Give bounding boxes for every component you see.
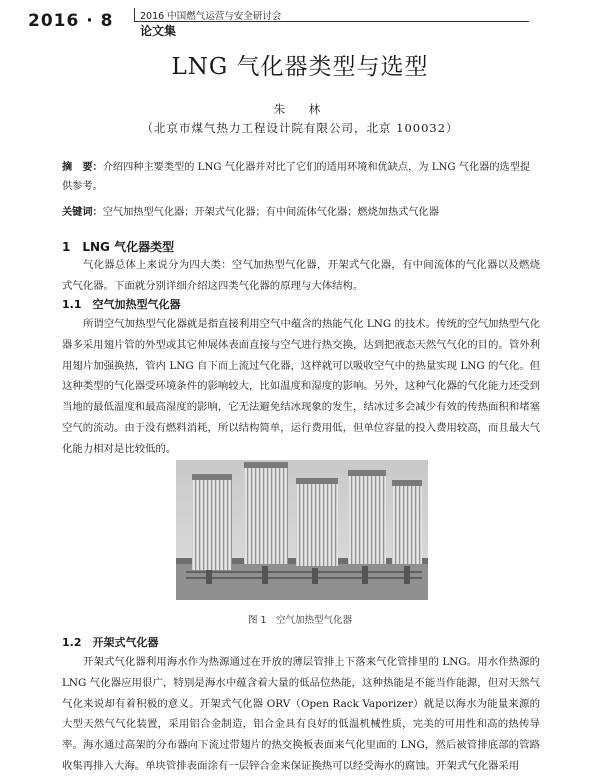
section-1-intro: 气化器总体上来说分为四大类：空气加热型气化器，开架式气化器，有中间流体的气化器以及燃烧式气化器。下面就分别详细介绍这四类气化器的原理与大体结构。	[62, 259, 540, 292]
header-divider-tick	[134, 8, 135, 21]
section-1-1-heading: 1.1 空气加热型气化器	[62, 298, 181, 311]
header-year: 2016 · 8	[28, 11, 114, 31]
header-rule	[134, 21, 529, 22]
section-1-2-heading: 1.2 开架式气化器	[62, 636, 159, 649]
section-1-2-text: 开架式气化器利用海水作为热源通过在开放的薄层管排上下落来气化管排里的 LNG。用水作热源的 LNG 气化器应用很广，特别是海水中蕴含着大量的低品位热能，这种热能是不能当作能源，但对天然气气化来说却有着积极的意义。开架式气化器 ORV（Open Rack Vaporizer）就是以海水为能量来源的大型天然气气化装置，采用铝合金制造，铝合金具有良好的低温机械性质，完美的可用性和高的热传导率。海水通过高架的分布器向下流过带翅片的热交换板表面来气化里面的 LNG，然后被管排底部的管路收集再排入大海。单块管排表面涂有一层锌合金来保证换热可以经受海水的腐蚀。开架式气化器采用	[62, 656, 540, 772]
section-1-heading: 1 LNG 气化器类型	[62, 240, 175, 254]
article-author: 朱 林	[273, 102, 327, 116]
figure-1-caption: 图 1 空气加热型气化器	[247, 615, 353, 626]
article-title: LNG 气化器类型与选型	[171, 54, 429, 80]
abstract-text: 介绍四种主要类型的 LNG 气化器并对比了它们的适用环境和优缺点，为 LNG 气化器的选型提供参考。	[62, 162, 531, 192]
vaporizer-photo	[176, 460, 428, 600]
keywords-label: 关键词：	[62, 206, 103, 218]
article-affiliation: （北京市煤气热力工程设计院有限公司，北京 100032）	[141, 121, 459, 135]
keywords-text: 空气加热型气化器；开架式气化器；有中间流体气化器；燃烧加热式气化器	[102, 207, 439, 218]
section-1-1-text: 所谓空气加热型气化器就是指直接利用空气中蕴含的热能气化 LNG 的技术。传统的空气加热型气化器多采用翅片管的外型或其它伸展体表面直接与空气进行热交换，达到把液态天然气气化的目的。管外利用翅片加强换热，管内 LNG 自下而上流过气化器，这样就可以吸收空气中的热量实现 LNG 的气化。但这种类型的气化器受环境条件的影响较大，比如温度和湿度的影响。另外，这种气化器的气化能力还受到当地的最低温度和最高湿度的影响，它无法避免结冰现象的发生，结冰过多会减少有效的传热面积和堵塞空气的流动。由于没有燃料消耗，所以结构简单，运行费用低，但单位容量的投入费用较高，而且最大气化能力相对是比较低的。	[62, 318, 540, 455]
abstract-label: 摘 要：	[62, 161, 103, 173]
header-conference: 2016 中国燃气运营与安全研讨会	[140, 11, 282, 22]
keywords	[62, 203, 540, 218]
abstract	[62, 158, 540, 196]
header-volume: 论文集	[140, 24, 177, 38]
